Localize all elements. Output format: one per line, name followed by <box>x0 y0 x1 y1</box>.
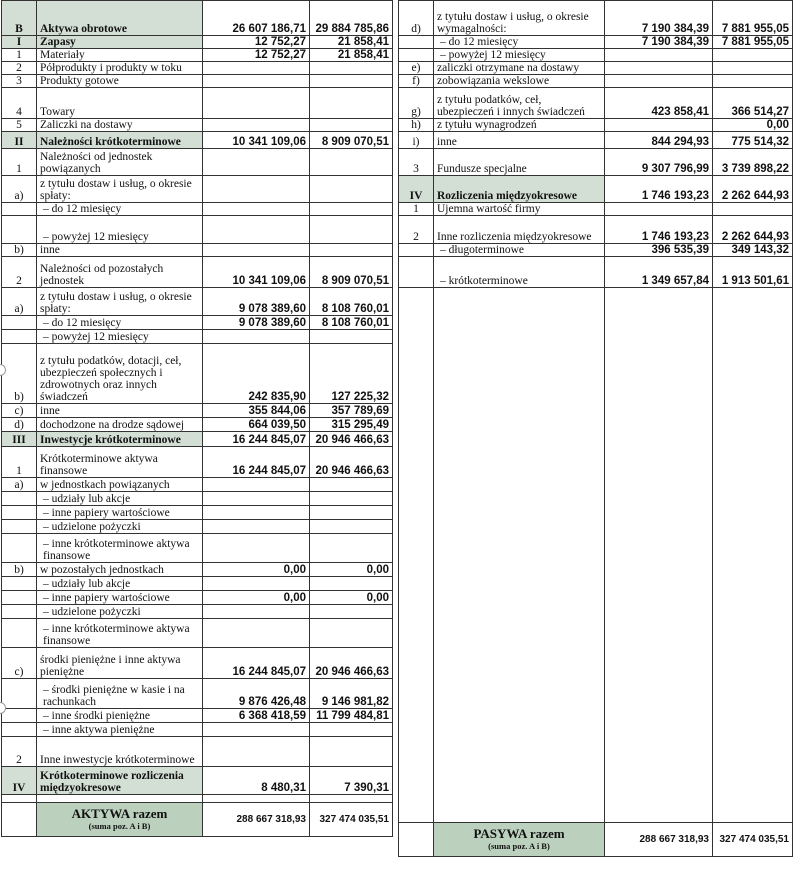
balance-row <box>399 149 793 176</box>
item-label: z tytułu podatków, dotacji, ceł, ubezpieczeń społecznych i zdrowotnych oraz innych świadczeń <box>37 344 203 404</box>
total-previous-year: 288 667 318,93 <box>203 803 310 837</box>
value-current-year: 775 514,32 <box>713 132 793 149</box>
balance-row <box>2 478 393 492</box>
balance-row <box>2 75 393 88</box>
item-label: – inne krótkoterminowe aktywa finansowe <box>37 619 203 648</box>
balance-row <box>2 132 393 149</box>
item-label: środki pieniężne i inne aktywa pieniężne <box>37 648 203 679</box>
total-sublabel: (suma poz. A i B) <box>488 840 550 851</box>
item-label: Zaliczki na dostawy <box>37 119 203 132</box>
item-label: – inne papiery wartościowe <box>37 591 203 605</box>
item-label <box>37 795 203 803</box>
value-current-year <box>310 88 393 119</box>
balance-row <box>399 36 793 49</box>
value-current-year: 0,00 <box>713 119 793 132</box>
balance-row <box>2 288 393 316</box>
item-label: – powyżej 12 miesięcy <box>434 49 605 62</box>
item-code: 2 <box>2 257 37 288</box>
value-current-year: 2 262 644,93 <box>713 216 793 244</box>
value-current-year <box>310 506 393 520</box>
item-label: z tytułu dostaw i usług, o okresie spłaty: <box>37 288 203 316</box>
value-previous-year <box>203 723 310 737</box>
balance-row <box>399 88 793 119</box>
value-current-year <box>310 478 393 492</box>
value-current-year <box>713 62 793 75</box>
item-code: III <box>2 432 37 447</box>
balance-row <box>2 330 393 344</box>
value-previous-year <box>203 506 310 520</box>
item-label: Aktywa obrotowe <box>37 1 203 36</box>
value-previous-year: 12 752,27 <box>203 36 310 49</box>
balance-row <box>399 62 793 75</box>
balance-row <box>399 1 793 36</box>
item-code <box>2 591 37 605</box>
value-previous-year: 664 039,50 <box>203 418 310 432</box>
value-current-year: 7 390,31 <box>310 767 393 795</box>
value-previous-year: 7 190 384,39 <box>605 36 713 49</box>
item-code: a) <box>2 288 37 316</box>
item-label: Inne rozliczenia międzyokresowe <box>434 216 605 244</box>
value-previous-year <box>203 176 310 203</box>
value-previous-year: 0,00 <box>203 591 310 605</box>
value-current-year <box>310 203 393 216</box>
balance-row <box>399 49 793 62</box>
item-code <box>2 330 37 344</box>
total-row <box>2 803 393 837</box>
value-previous-year <box>203 203 310 216</box>
value-current-year <box>713 49 793 62</box>
balance-row <box>399 119 793 132</box>
value-current-year <box>310 176 393 203</box>
value-current-year <box>310 737 393 767</box>
total-current-year: 327 474 035,51 <box>310 803 393 837</box>
balance-row <box>399 216 793 244</box>
item-label: – udziały lub akcje <box>37 577 203 591</box>
value-previous-year <box>203 478 310 492</box>
balance-row <box>2 149 393 176</box>
value-current-year: 20 946 466,63 <box>310 447 393 478</box>
balance-row <box>2 619 393 648</box>
item-code <box>2 605 37 619</box>
value-current-year <box>713 288 793 823</box>
item-code <box>2 534 37 563</box>
item-code: 3 <box>399 149 434 176</box>
item-code <box>2 203 37 216</box>
value-previous-year <box>203 534 310 563</box>
item-label: Materiały <box>37 49 203 62</box>
item-label: – udzielone pożyczki <box>37 605 203 619</box>
value-previous-year <box>605 288 713 823</box>
item-code <box>2 506 37 520</box>
value-previous-year <box>605 49 713 62</box>
value-current-year: 8 909 070,51 <box>310 132 393 149</box>
value-previous-year: 16 244 845,07 <box>203 447 310 478</box>
value-current-year <box>310 119 393 132</box>
item-code <box>399 36 434 49</box>
item-code <box>2 723 37 737</box>
item-label: Zapasy <box>37 36 203 49</box>
item-code: c) <box>2 648 37 679</box>
item-label: Produkty gotowe <box>37 75 203 88</box>
value-previous-year: 1 746 193,23 <box>605 176 713 203</box>
item-code: 1 <box>399 203 434 216</box>
balance-row <box>2 316 393 330</box>
item-code: 1 <box>2 149 37 176</box>
value-current-year: 20 946 466,63 <box>310 432 393 447</box>
value-previous-year <box>605 119 713 132</box>
item-label: z tytułu wynagrodzeń <box>434 119 605 132</box>
value-current-year <box>310 216 393 244</box>
balance-row <box>2 737 393 767</box>
balance-row <box>2 62 393 75</box>
item-code: 5 <box>2 119 37 132</box>
value-previous-year: 242 835,90 <box>203 344 310 404</box>
value-current-year: 315 295,49 <box>310 418 393 432</box>
item-label: Należności od pozostałych jednostek <box>37 257 203 288</box>
balance-row <box>2 119 393 132</box>
value-previous-year <box>203 795 310 803</box>
value-current-year: 2 262 644,93 <box>713 176 793 203</box>
value-previous-year <box>203 88 310 119</box>
balance-row <box>399 244 793 257</box>
total-label: PASYWA razem <box>473 825 565 841</box>
balance-row <box>2 49 393 62</box>
value-current-year <box>310 605 393 619</box>
item-code <box>2 619 37 648</box>
item-label: Krótkoterminowe aktywa finansowe <box>37 447 203 478</box>
value-previous-year: 16 244 845,07 <box>203 432 310 447</box>
value-current-year: 21 858,41 <box>310 49 393 62</box>
item-label: – udziały lub akcje <box>37 492 203 506</box>
balance-row <box>399 203 793 216</box>
item-code: d) <box>399 1 434 36</box>
item-label: – powyżej 12 miesięcy <box>37 330 203 344</box>
value-current-year <box>310 520 393 534</box>
balance-row <box>2 679 393 709</box>
value-previous-year <box>203 330 310 344</box>
value-previous-year <box>203 62 310 75</box>
item-label: – długoterminowe <box>434 244 605 257</box>
item-label: Inne inwestycje krótkoterminowe <box>37 737 203 767</box>
item-code: b) <box>2 344 37 404</box>
value-previous-year: 844 294,93 <box>605 132 713 149</box>
value-current-year <box>310 795 393 803</box>
item-code: 1 <box>2 447 37 478</box>
item-code: a) <box>2 176 37 203</box>
value-previous-year: 10 341 109,06 <box>203 257 310 288</box>
item-code: b) <box>2 563 37 577</box>
value-previous-year: 9 307 796,99 <box>605 149 713 176</box>
item-label: zaliczki otrzymane na dostawy <box>434 62 605 75</box>
balance-row <box>2 591 393 605</box>
item-label: w pozostałych jednostkach <box>37 563 203 577</box>
item-label: Fundusze specjalne <box>434 149 605 176</box>
value-current-year <box>310 149 393 176</box>
value-current-year <box>713 203 793 216</box>
value-current-year: 21 858,41 <box>310 36 393 49</box>
balance-row <box>399 132 793 149</box>
value-previous-year: 9 078 389,60 <box>203 316 310 330</box>
value-previous-year <box>203 75 310 88</box>
value-previous-year: 9 078 389,60 <box>203 288 310 316</box>
value-previous-year <box>203 149 310 176</box>
item-label: – do 12 miesięcy <box>434 36 605 49</box>
balance-row <box>2 767 393 795</box>
value-previous-year <box>203 119 310 132</box>
value-previous-year: 1 349 657,84 <box>605 257 713 288</box>
item-code <box>2 492 37 506</box>
item-code: c) <box>2 404 37 418</box>
item-label: – inne środki pieniężne <box>37 709 203 723</box>
value-previous-year <box>605 75 713 88</box>
value-current-year <box>310 492 393 506</box>
balance-row <box>2 418 393 432</box>
item-code <box>399 257 434 288</box>
item-label: – do 12 miesięcy <box>37 316 203 330</box>
value-current-year <box>310 577 393 591</box>
item-code: I <box>2 36 37 49</box>
item-label: inne <box>434 132 605 149</box>
value-previous-year <box>203 619 310 648</box>
item-label: – środki pieniężne w kasie i na rachunkach <box>37 679 203 709</box>
value-previous-year <box>203 737 310 767</box>
value-current-year: 7 881 955,05 <box>713 1 793 36</box>
blank-row <box>399 288 793 823</box>
balance-row <box>2 563 393 577</box>
value-current-year: 7 881 955,05 <box>713 36 793 49</box>
value-previous-year: 7 190 384,39 <box>605 1 713 36</box>
value-current-year: 357 789,69 <box>310 404 393 418</box>
balance-row <box>2 723 393 737</box>
total-label-cell <box>37 803 203 837</box>
total-code <box>399 823 434 857</box>
item-label: w jednostkach powiązanych <box>37 478 203 492</box>
value-current-year: 9 146 981,82 <box>310 679 393 709</box>
item-label: Towary <box>37 88 203 119</box>
value-previous-year <box>203 605 310 619</box>
item-code: II <box>2 132 37 149</box>
item-code <box>399 288 434 823</box>
total-code <box>2 803 37 837</box>
value-current-year: 20 946 466,63 <box>310 648 393 679</box>
item-code: f) <box>399 75 434 88</box>
value-current-year: 8 909 070,51 <box>310 257 393 288</box>
value-current-year: 127 225,32 <box>310 344 393 404</box>
item-label: Należności krótkoterminowe <box>37 132 203 149</box>
liabilities-table <box>398 0 793 857</box>
item-code <box>399 244 434 257</box>
balance-row <box>2 176 393 203</box>
balance-row <box>2 534 393 563</box>
value-current-year <box>310 330 393 344</box>
value-current-year <box>310 723 393 737</box>
item-label: – inne papiery wartościowe <box>37 506 203 520</box>
value-current-year: 3 739 898,22 <box>713 149 793 176</box>
item-code: 1 <box>2 49 37 62</box>
item-label: Inwestycje krótkoterminowe <box>37 432 203 447</box>
value-current-year <box>713 75 793 88</box>
balance-row <box>2 709 393 723</box>
item-code <box>2 795 37 803</box>
value-previous-year <box>203 216 310 244</box>
item-label <box>434 288 605 823</box>
value-current-year: 0,00 <box>310 591 393 605</box>
balance-row <box>2 244 393 257</box>
item-label: – do 12 miesięcy <box>37 203 203 216</box>
item-label: z tytułu podatków, ceł, ubezpieczeń i innych świadczeń <box>434 88 605 119</box>
balance-row <box>399 176 793 203</box>
value-previous-year: 423 858,41 <box>605 88 713 119</box>
balance-row <box>2 520 393 534</box>
value-current-year <box>310 62 393 75</box>
item-code: IV <box>399 176 434 203</box>
item-code: e) <box>399 62 434 75</box>
item-code: 2 <box>399 216 434 244</box>
item-label: dochodzone na drodze sądowej <box>37 418 203 432</box>
value-current-year <box>310 244 393 257</box>
balance-row <box>2 216 393 244</box>
blank-row <box>2 795 393 803</box>
value-previous-year: 8 480,31 <box>203 767 310 795</box>
item-code: a) <box>2 478 37 492</box>
total-sublabel: (suma poz. A i B) <box>88 820 151 831</box>
value-current-year: 1 913 501,61 <box>713 257 793 288</box>
value-previous-year <box>605 203 713 216</box>
item-code: B <box>2 1 37 36</box>
balance-row <box>2 1 393 36</box>
value-previous-year: 396 535,39 <box>605 244 713 257</box>
item-code <box>2 709 37 723</box>
value-previous-year <box>203 244 310 257</box>
item-label: Ujemna wartość firmy <box>434 203 605 216</box>
value-current-year <box>310 534 393 563</box>
item-label: Półprodukty i produkty w toku <box>37 62 203 75</box>
balance-row <box>2 344 393 404</box>
balance-row <box>2 605 393 619</box>
value-previous-year <box>203 520 310 534</box>
value-current-year: 0,00 <box>310 563 393 577</box>
value-previous-year: 1 746 193,23 <box>605 216 713 244</box>
value-previous-year <box>203 577 310 591</box>
balance-row <box>2 492 393 506</box>
item-code <box>2 520 37 534</box>
item-label: Należności od jednostek powiązanych <box>37 149 203 176</box>
value-previous-year: 355 844,06 <box>203 404 310 418</box>
item-label: z tytułu dostaw i usług, o okresie spłaty: <box>37 176 203 203</box>
total-row <box>399 823 793 857</box>
balance-row <box>2 257 393 288</box>
value-current-year <box>310 75 393 88</box>
item-label: inne <box>37 244 203 257</box>
value-previous-year: 26 607 186,71 <box>203 1 310 36</box>
balance-row <box>2 404 393 418</box>
value-previous-year: 10 341 109,06 <box>203 132 310 149</box>
item-code: 2 <box>2 62 37 75</box>
value-previous-year: 12 752,27 <box>203 49 310 62</box>
total-current-year: 327 474 035,51 <box>713 823 793 857</box>
item-label: z tytułu dostaw i usług, o okresie wymagalności: <box>434 1 605 36</box>
item-code <box>2 577 37 591</box>
value-current-year: 8 108 760,01 <box>310 316 393 330</box>
item-code: 3 <box>2 75 37 88</box>
item-label: – inne aktywa pieniężne <box>37 723 203 737</box>
total-label: AKTYWA razem <box>71 805 168 821</box>
item-code: IV <box>2 767 37 795</box>
value-current-year: 349 143,32 <box>713 244 793 257</box>
item-code <box>2 216 37 244</box>
value-previous-year: 0,00 <box>203 563 310 577</box>
item-label: Krótkoterminowe rozliczenia międzyokresowe <box>37 767 203 795</box>
value-current-year: 11 799 484,81 <box>310 709 393 723</box>
value-current-year: 29 884 785,86 <box>310 1 393 36</box>
value-previous-year <box>203 492 310 506</box>
item-label: zobowiązania wekslowe <box>434 75 605 88</box>
balance-row <box>2 648 393 679</box>
balance-row <box>2 506 393 520</box>
item-label: – udzielone pożyczki <box>37 520 203 534</box>
value-current-year: 8 108 760,01 <box>310 288 393 316</box>
total-label-cell <box>434 823 605 857</box>
assets-table <box>1 0 393 837</box>
balance-row <box>399 75 793 88</box>
balance-row <box>2 432 393 447</box>
item-code <box>2 316 37 330</box>
balance-row <box>399 257 793 288</box>
item-label: – krótkoterminowe <box>434 257 605 288</box>
item-label: inne <box>37 404 203 418</box>
item-code: d) <box>2 418 37 432</box>
value-current-year: 366 514,27 <box>713 88 793 119</box>
balance-row <box>2 447 393 478</box>
item-code <box>2 679 37 709</box>
item-label: Rozliczenia międzyokresowe <box>434 176 605 203</box>
item-code <box>399 49 434 62</box>
item-code: 4 <box>2 88 37 119</box>
value-previous-year: 9 876 426,48 <box>203 679 310 709</box>
balance-row <box>2 577 393 591</box>
balance-row <box>2 88 393 119</box>
item-code: g) <box>399 88 434 119</box>
value-previous-year: 6 368 418,59 <box>203 709 310 723</box>
item-code: 2 <box>2 737 37 767</box>
value-previous-year <box>605 62 713 75</box>
item-label: – powyżej 12 miesięcy <box>37 216 203 244</box>
value-current-year <box>310 619 393 648</box>
value-previous-year: 16 244 845,07 <box>203 648 310 679</box>
item-code: i) <box>399 132 434 149</box>
total-previous-year: 288 667 318,93 <box>605 823 713 857</box>
item-code: b) <box>2 244 37 257</box>
balance-row <box>2 36 393 49</box>
item-label: – inne krótkoterminowe aktywa finansowe <box>37 534 203 563</box>
item-code: h) <box>399 119 434 132</box>
balance-row <box>2 203 393 216</box>
